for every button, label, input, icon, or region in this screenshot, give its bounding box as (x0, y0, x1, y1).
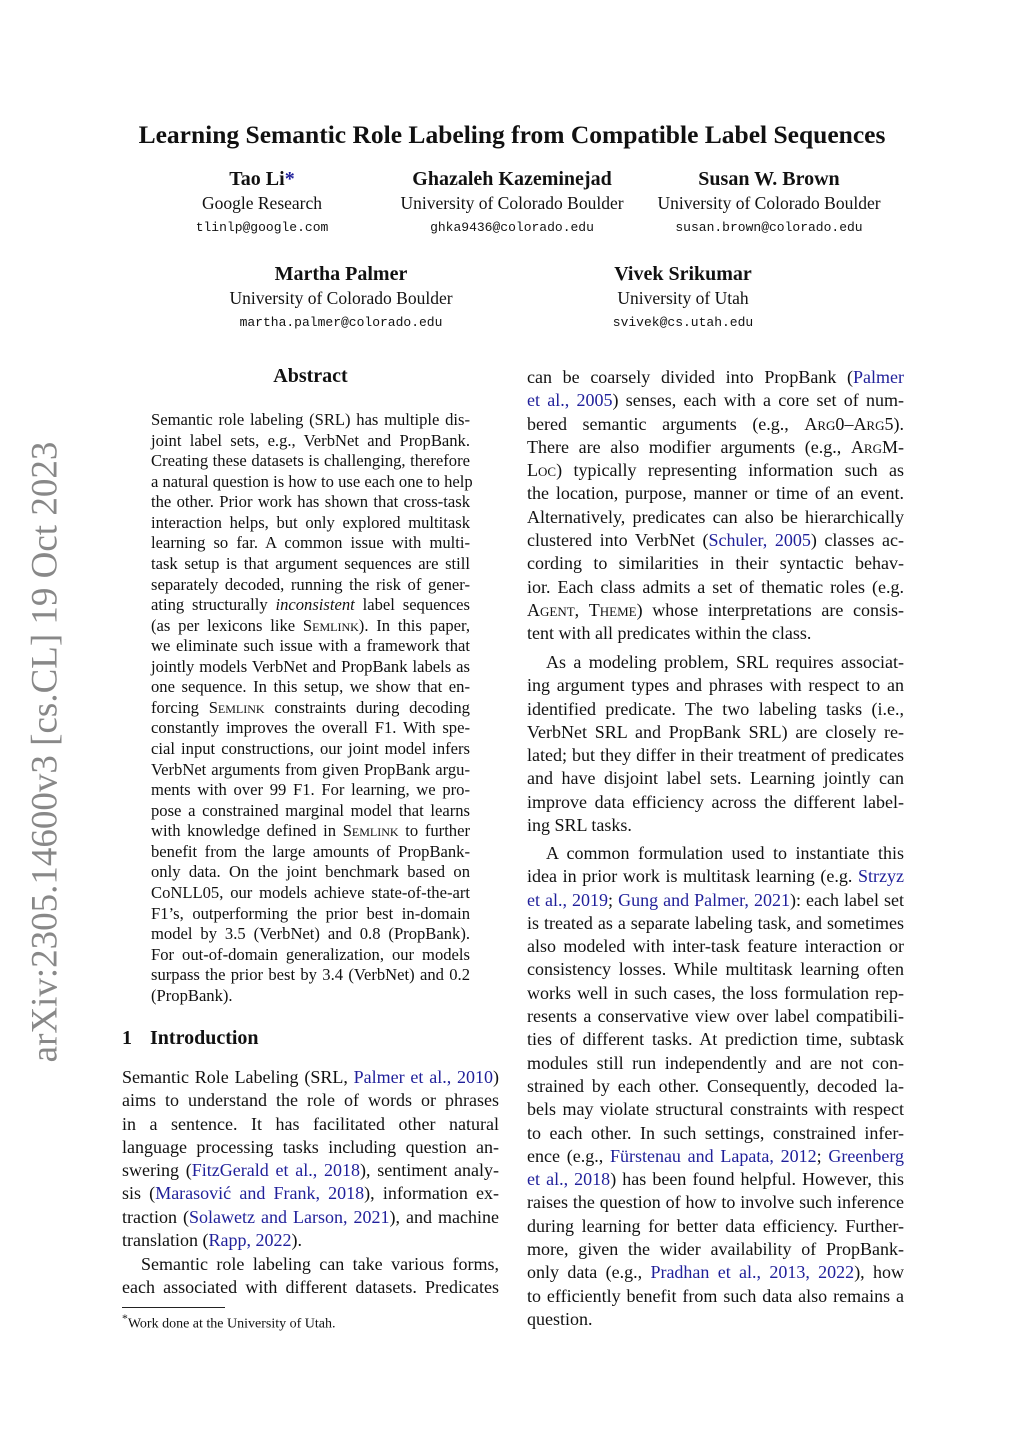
text-line (527, 436, 904, 459)
small-caps-term: Semlink (342, 821, 399, 841)
text-line (527, 814, 904, 837)
text-run: ) (493, 1067, 499, 1087)
author-name: Susan W. Brown (698, 168, 840, 190)
text-line (151, 636, 470, 657)
text-line (527, 791, 904, 814)
text-run: constraints during decoding (264, 697, 470, 717)
text-line (122, 1276, 499, 1299)
author-name: Tao Li (229, 168, 285, 190)
text-run: each associated with different datasets. Predicates (122, 1277, 499, 1298)
citation-link[interactable]: FitzGerald et al., 2018 (191, 1160, 360, 1181)
text-line (527, 413, 904, 436)
text-line (151, 904, 470, 925)
text-run: with knowledge defined in (151, 821, 343, 841)
section-heading (122, 1027, 259, 1050)
text-run: constantly improves the overall F1. With spe- (151, 718, 470, 738)
text-run: idea in prior work is multitask learning (e.g. (527, 866, 859, 887)
body-paragraph (527, 366, 904, 646)
text-line (122, 1089, 499, 1112)
text-run: As a modeling problem, SRL requires associat- (546, 652, 904, 672)
author-block (533, 262, 833, 336)
text-line (527, 912, 904, 935)
citation-link[interactable]: Gung and Palmer, 2021 (618, 889, 790, 910)
text-run: , (574, 599, 589, 620)
text-run: model by 3.5 (VerbNet) and 0.8 (PropBank). (151, 924, 470, 944)
text-run: identified predicate. The two labeling tasks (i.e., (527, 698, 904, 719)
text-line (527, 982, 904, 1005)
text-line (151, 801, 470, 822)
text-run: task setup is that argument sequences are still (151, 553, 470, 573)
text-line (151, 492, 470, 513)
footnote-mark: * (122, 1312, 128, 1325)
text-line (122, 1229, 499, 1252)
text-line (527, 698, 904, 721)
citation-link[interactable]: Schuler, 2005 (708, 530, 811, 551)
text-line (122, 1253, 499, 1276)
text-run: consistency losses. While multitask learning often (527, 959, 904, 980)
text-run: ; (608, 889, 619, 910)
text-line (151, 739, 470, 760)
text-run: A common formulation used to instantiate this (546, 843, 904, 863)
text-run: – (844, 413, 854, 434)
author-email: tlinlp@google.com (195, 220, 329, 235)
text-run: raises the question of how to involve such inference (527, 1192, 904, 1213)
small-caps-term: Agent (527, 599, 575, 620)
text-run: only data (e.g., (527, 1262, 651, 1283)
text-run: ; (816, 1145, 829, 1166)
author-email: svivek@cs.utah.edu (612, 315, 754, 330)
citation-link[interactable]: Rapp, 2022 (208, 1230, 292, 1251)
author-name: Ghazaleh Kazeminejad (412, 168, 612, 190)
text-line (151, 945, 470, 966)
text-line (527, 721, 904, 744)
text-line (527, 1052, 904, 1075)
citation-link[interactable]: Strzyz (858, 866, 904, 887)
citation-link[interactable]: Solawetz and Larson, 2021 (189, 1206, 390, 1227)
text-line (527, 1191, 904, 1214)
text-run: sis ( (122, 1183, 156, 1204)
text-line (151, 698, 470, 719)
text-line (527, 1145, 904, 1168)
text-run: interaction helps, but only explored multitask (151, 512, 470, 532)
text-run: ments with over 99 F1. For learning, we pro- (151, 780, 470, 800)
text-run: ence (e.g., (527, 1145, 610, 1166)
body-paragraph (527, 842, 904, 1331)
text-run: more, given the wider availability of PropBank- (527, 1239, 904, 1260)
text-line (122, 1159, 499, 1182)
citation-link[interactable]: et al., 2018 (527, 1169, 611, 1190)
text-line (151, 862, 470, 883)
footnote-rule (122, 1307, 225, 1308)
text-line (151, 780, 470, 801)
small-caps-term: Arg5 (853, 413, 894, 434)
text-line (527, 1075, 904, 1098)
text-run: forcing (151, 697, 209, 717)
text-run: the other. Prior work has shown that cross-task (151, 492, 470, 512)
text-line (527, 842, 904, 865)
text-line (527, 1215, 904, 1238)
author-block (362, 167, 662, 241)
text-line (151, 554, 470, 575)
text-line (151, 924, 470, 945)
text-run: cording to similarities in their syntactic behav- (527, 553, 904, 574)
text-run: a natural question is how to use each one to help (151, 471, 473, 491)
abstract-text (151, 410, 473, 1006)
text-run: ties of different tasks. At prediction time, subtask (527, 1029, 904, 1050)
text-run: question. (527, 1308, 593, 1329)
section-number: 1 (122, 1027, 132, 1049)
intro-paragraph (122, 1066, 499, 1252)
text-line (151, 575, 470, 596)
text-run: cial input constructions, our joint model infers (151, 739, 470, 758)
text-run: There are also modifier arguments (e.g., (527, 436, 851, 457)
text-run: benefit from the large amounts of PropBank- (151, 841, 470, 861)
author-email: susan.brown@colorado.edu (675, 220, 863, 235)
text-line (151, 616, 470, 637)
text-line (151, 760, 470, 781)
citation-link[interactable]: Palmer et al., 2010 (353, 1067, 493, 1087)
author-email: martha.palmer@colorado.edu (239, 315, 443, 330)
text-run: can be coarsely divided into PropBank ( (527, 367, 853, 387)
text-run: ), information ex- (364, 1183, 499, 1204)
author-name: Vivek Srikumar (614, 263, 752, 285)
text-run: Creating these datasets is challenging, therefore (151, 451, 470, 471)
small-caps-term: ArgM- (850, 436, 904, 457)
text-run: ) whose interpretations are consis- (636, 599, 905, 620)
text-run: F1’s, outperforming the prior best in-domain (151, 903, 470, 923)
text-line (527, 935, 904, 958)
text-line (122, 1066, 499, 1089)
text-run: ing argument types and phrases with respect to an (527, 675, 904, 696)
text-line (151, 595, 470, 616)
text-line (151, 965, 470, 986)
text-run: Semantic role labeling can take various forms, (141, 1254, 499, 1274)
text-line (151, 410, 470, 431)
text-line (527, 651, 904, 674)
text-run: resents a conservative view over label compatibili- (527, 1006, 904, 1027)
text-run: Alternatively, predicates can also be hierarchically (527, 506, 904, 527)
text-line (122, 1113, 499, 1136)
text-line (527, 1028, 904, 1051)
text-line (527, 767, 904, 790)
text-run: the location, purpose, manner or time of an event. (527, 483, 904, 504)
text-run: modules still run independently and are not con- (527, 1052, 904, 1073)
body-paragraph (527, 651, 904, 837)
text-line (527, 865, 904, 888)
text-run: joint label sets, e.g., VerbNet and PropBank. (151, 430, 470, 450)
text-run: ) senses, each with a core set of num- (612, 390, 905, 411)
text-run: in a sentence. It has facilitated other natural (122, 1113, 499, 1134)
text-run: ior. Each class admits a set of thematic roles (e.g. (527, 576, 904, 597)
text-run: ). (291, 1230, 302, 1251)
text-line (527, 506, 904, 529)
text-line (151, 533, 470, 554)
text-run: (PropBank). (151, 985, 233, 1005)
text-run: bered semantic arguments (e.g., (527, 413, 805, 434)
text-line (527, 389, 904, 412)
text-run: to each other. In such settings, constrained infer- (527, 1122, 904, 1143)
small-caps-term: Semlink (208, 697, 265, 717)
intro-paragraph (122, 1253, 499, 1300)
text-run: CoNLL05, our models achieve state-of-the-art (151, 882, 470, 902)
abstract-heading: Abstract (273, 365, 348, 387)
text-line (151, 431, 470, 452)
text-run: and have disjoint label sets. Learning jointly can (527, 768, 904, 789)
text-line (527, 958, 904, 981)
text-run: clustered into VerbNet ( (527, 530, 709, 551)
section-title: Introduction (150, 1027, 259, 1049)
text-run: works well in such cases, the loss formulation rep- (527, 982, 904, 1003)
text-run: For out-of-domain generalization, our models (151, 944, 470, 964)
paper-title: Learning Semantic Role Labeling from Compatible Label Sequences (138, 120, 886, 149)
text-line (527, 1168, 904, 1191)
author-email: ghka9436@colorado.edu (430, 220, 594, 235)
text-run: label sequences (354, 595, 470, 615)
text-run: during learning for better data efficiency. Further- (527, 1215, 904, 1236)
citation-link[interactable]: Pradhan et al., 2013, 2022 (650, 1262, 855, 1283)
text-line (527, 529, 904, 552)
text-line (527, 366, 904, 389)
text-run: improve data efficiency across the different label- (527, 791, 904, 812)
footnote (122, 1312, 335, 1333)
text-run: learning so far. A common issue with multi- (151, 533, 470, 553)
author-affiliation: University of Colorado Boulder (400, 193, 624, 213)
text-line (527, 1261, 904, 1284)
text-run: traction ( (122, 1206, 189, 1227)
text-run: also modeled with inter-task feature interaction or (527, 936, 904, 957)
citation-link[interactable]: et al., 2005 (527, 390, 613, 411)
text-run: VerbNet arguments from given PropBank argu- (151, 759, 470, 779)
text-line (527, 674, 904, 697)
text-line (151, 718, 470, 739)
text-line (151, 821, 470, 842)
text-line (527, 1285, 904, 1308)
text-run: language processing tasks including question an- (122, 1136, 499, 1157)
text-line (527, 576, 904, 599)
text-run: ) classes ac- (810, 530, 904, 551)
text-run: tent with all predicates within the class. (527, 623, 812, 644)
citation-link[interactable]: Fürstenau and Lapata, 2012 (609, 1145, 817, 1166)
footnote-mark-link[interactable]: * (284, 168, 295, 190)
author-affiliation: Google Research (201, 193, 323, 213)
text-line (527, 1308, 904, 1331)
citation-link[interactable]: Palmer (853, 367, 904, 387)
text-line (151, 677, 470, 698)
text-run: only data. On the joint benchmark based on (151, 862, 470, 882)
text-run: ) has been found helpful. However, this (610, 1169, 904, 1190)
text-line (527, 622, 904, 645)
author-affiliation: University of Colorado Boulder (657, 193, 881, 213)
text-line (151, 986, 470, 1007)
text-line (527, 552, 904, 575)
text-run: to efficiently benefit from such data also remains a (527, 1285, 904, 1306)
text-run: VerbNet SRL and PropBank SRL) are closely re- (527, 721, 904, 742)
text-run: ). In this paper, (358, 615, 470, 635)
text-run: ), and machine (389, 1206, 500, 1227)
text-run: one sequence. In this setup, we show that en- (151, 677, 470, 697)
author-block (619, 167, 919, 241)
text-run: lated; but they differ in their treatment of predicates (527, 745, 904, 766)
author-block (191, 262, 491, 336)
text-run: we eliminate such issue with a framework that (151, 636, 470, 656)
italic-term: inconsistent (275, 595, 355, 615)
text-run: Semantic role labeling (SRL) has multiple dis- (151, 410, 470, 429)
small-caps-term: Semlink (302, 615, 359, 635)
text-run: is treated as a separate labeling task, and sometimes (527, 912, 904, 933)
text-run: ating structurally (151, 595, 276, 615)
text-run: ). (893, 413, 904, 434)
text-run: Semantic Role Labeling (SRL, (122, 1067, 354, 1087)
text-line (527, 459, 904, 482)
text-line (151, 513, 470, 534)
text-run: surpass the prior best by 3.4 (VerbNet) and 0.2 (151, 965, 470, 985)
text-run: strained by each other. Consequently, decoded la- (527, 1075, 904, 1096)
text-line (527, 1122, 904, 1145)
small-caps-term: Arg0 (804, 413, 845, 434)
text-run: ): each label set (789, 889, 904, 910)
text-line (151, 883, 470, 904)
text-line (122, 1182, 499, 1205)
text-run: separately decoded, running the risk of gener- (151, 574, 470, 594)
text-run: ), sentiment analy- (360, 1160, 499, 1181)
citation-link[interactable]: Marasović and Frank, 2018 (155, 1183, 365, 1204)
text-run: ), how (854, 1262, 905, 1283)
text-line (151, 471, 473, 493)
text-line (151, 451, 470, 472)
text-run: aims to understand the role of words or phrases (122, 1090, 499, 1111)
text-run: jointly models VerbNet and PropBank labels as (151, 656, 470, 676)
arxiv-stamp: arXiv:2305.14600v3 [cs.CL] 19 Oct 2023 (24, 441, 66, 1063)
text-line (527, 599, 904, 622)
small-caps-term: Loc (527, 460, 557, 481)
author-affiliation: University of Colorado Boulder (229, 288, 453, 308)
text-run: translation ( (122, 1230, 209, 1251)
text-run: bels may violate structural constraints with respect (527, 1099, 904, 1120)
text-line (151, 657, 470, 678)
citation-link[interactable]: Greenberg (828, 1145, 904, 1166)
author-name: Martha Palmer (274, 263, 408, 285)
text-line (527, 1005, 904, 1028)
text-run: to further (398, 821, 470, 841)
text-run: (as per lexicons like (151, 615, 303, 635)
small-caps-term: Theme (588, 599, 637, 620)
citation-link[interactable]: et al., 2019 (527, 889, 609, 910)
text-line (122, 1136, 499, 1159)
text-line (122, 1206, 499, 1229)
text-run: pose a constrained marginal model that learns (151, 800, 470, 820)
text-run: swering ( (122, 1160, 192, 1181)
author-affiliation: University of Utah (617, 288, 749, 308)
text-line (151, 842, 470, 863)
text-run: ing SRL tasks. (527, 815, 632, 836)
text-line (527, 744, 904, 767)
text-line (527, 482, 904, 505)
text-line (527, 1238, 904, 1261)
footnote-text: Work done at the University of Utah. (127, 1316, 336, 1332)
text-line (527, 1098, 904, 1121)
text-run: ) typically representing information such as (556, 460, 904, 481)
text-line (527, 889, 904, 912)
